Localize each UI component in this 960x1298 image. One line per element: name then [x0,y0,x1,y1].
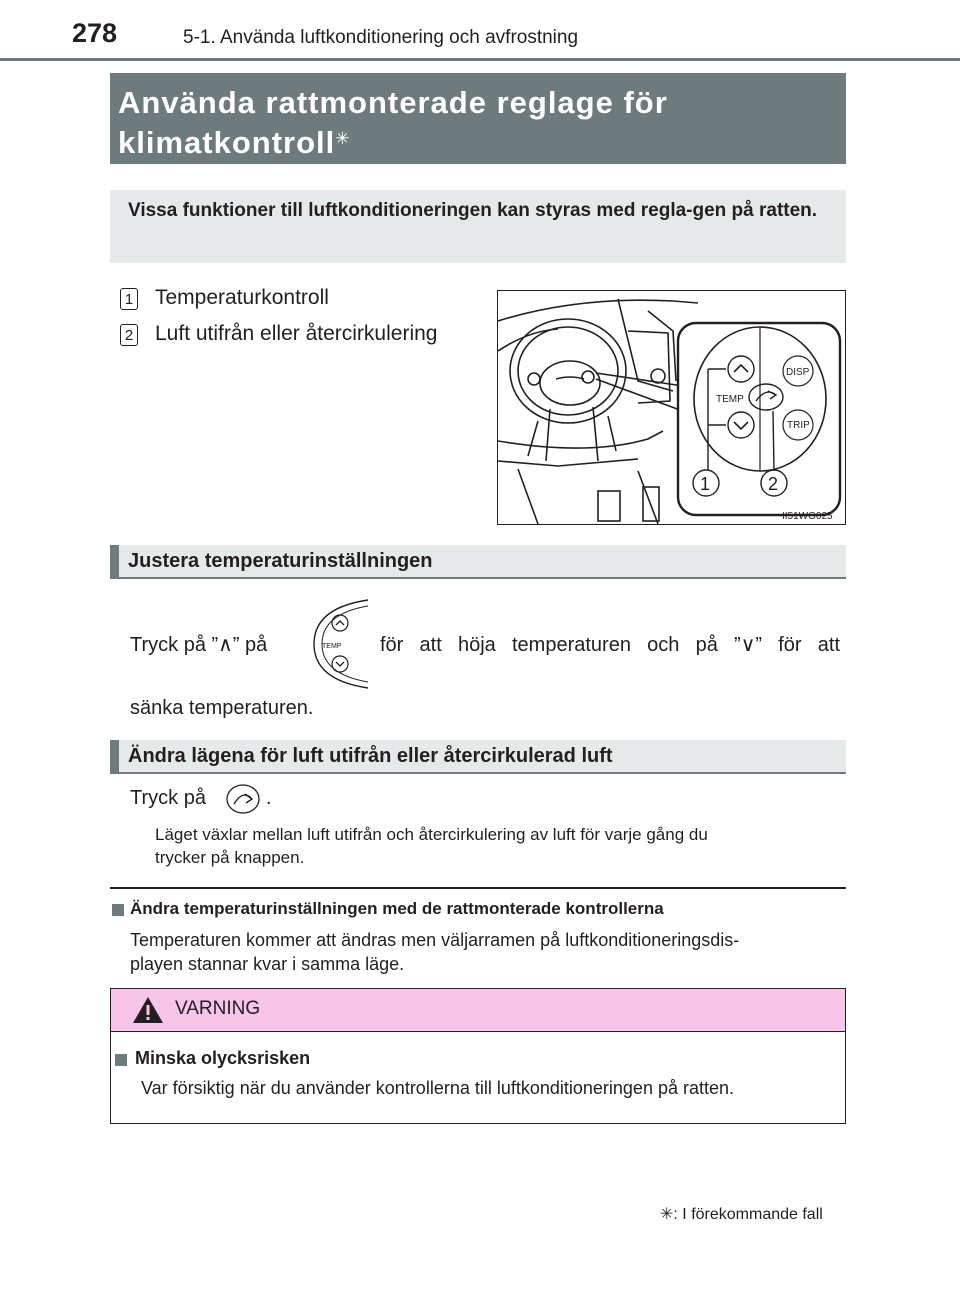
callout-1: 1 [700,474,711,494]
warning-bullet-icon [115,1053,127,1071]
info-bullet-icon [112,903,124,921]
callout-2: 2 [768,474,779,494]
title-line-1: Använda rattmonterade reglage för [118,85,668,120]
item-label-1: Temperaturkontroll [155,286,329,309]
section1-text-end: för att höja temperaturen och på ”∨” för att [380,634,840,656]
divider [110,887,846,889]
temp-button-label: TEMP [716,394,744,405]
warning-header [111,989,845,1032]
warning-label: VARNING [175,998,261,1019]
chapter-title: 5-1. Använda luftkonditionering och avfrostning [183,27,579,48]
footnote [660,1204,823,1224]
info-heading: Ändra temperaturinställningen med de rattmonterade kontrollerna [130,899,664,918]
trip-button-label: TRIP [787,420,810,431]
warning-heading: Minska olycksrisken [135,1048,311,1068]
footnote-mark: ✳ [660,1206,674,1223]
section1-text-start: Tryck på ”∧” på [130,634,268,656]
info-line-1: Temperaturen kommer att ändras men väljarramen på luftkonditioneringsdis- [130,930,740,950]
steering-wheel-drawing [498,291,845,524]
disp-button-label: DISP [786,367,810,378]
illustration-code: II51WG025 [782,511,833,522]
section-heading-recirculation: Ändra lägena för luft utifrån eller återcirkulerad luft [110,740,846,774]
section-heading-temperature: Justera temperaturinställningen [110,545,846,579]
temp-control-icon [310,598,372,690]
header-rule [0,58,960,61]
item-number-1: 1 [120,288,138,310]
warning-box [110,988,846,1124]
note-line-2: trycker på knappen. [155,848,305,867]
page-title [110,73,846,164]
note-line-1: Läget växlar mellan luft utifrån och återcirkulering av luft för varje gång du [155,825,708,844]
warning-text: Var försiktig när du använder kontrollerna till luftkonditioneringen på ratten. [141,1078,735,1098]
section1-text-line2: sänka temperaturen. [130,697,314,719]
asterisk-mark: ✳ [335,129,351,148]
title-line-2: klimatkontroll✳ [118,125,351,160]
info-line-2: playen stannar kvar i samma läge. [130,954,405,974]
footnote-text: : I förekommande fall [673,1206,823,1223]
recirculation-icon [225,783,261,815]
steering-wheel-illustration [497,290,846,525]
intro-box: Vissa funktioner till luftkonditioneringen kan styras med regla-gen på ratten. [110,190,846,263]
press-text: Tryck på [130,787,206,809]
press-text-end: . [266,787,272,809]
page-number: 278 [72,18,118,48]
item-label-2: Luft utifrån eller återcirkulering [155,322,438,345]
warning-triangle-icon [131,995,165,1025]
item-number-2: 2 [120,324,138,346]
inline-temp-label: TEMP [322,643,342,650]
